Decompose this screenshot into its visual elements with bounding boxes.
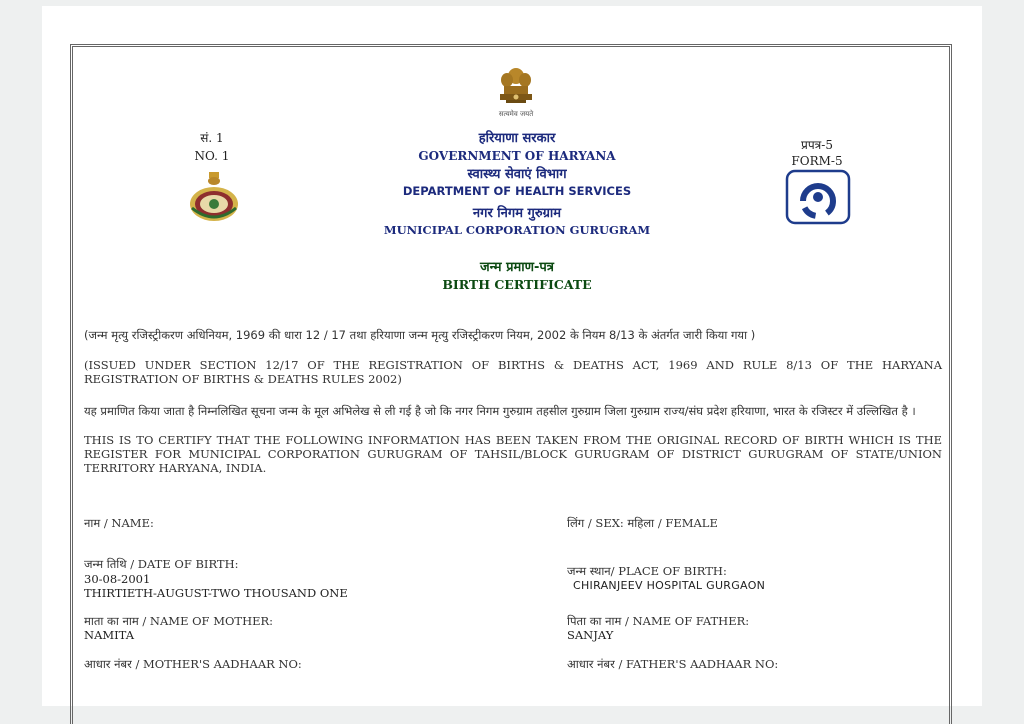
- certificate-page: [42, 6, 982, 706]
- sex-label: लिंग / SEX: महिला / FEMALE: [567, 516, 718, 530]
- lion-capital-icon: [494, 64, 538, 108]
- issued-english: (ISSUED UNDER SECTION 12/17 OF THE REGISTRATION OF BIRTHS & DEATHS ACT, 1969 AND RULE 8/13 OF THE HARYANA REGISTRATION OF BIRTHS & DEATHS RULES 2002): [84, 358, 942, 386]
- mc-hindi: नगर निगम गुरुग्राम: [472, 206, 562, 221]
- right-form-english: FORM-5: [791, 154, 843, 168]
- haryana-emblem-icon: [186, 170, 242, 224]
- registration-logo-icon: [785, 169, 851, 225]
- certify-english: THIS IS TO CERTIFY THAT THE FOLLOWING INFORMATION HAS BEEN TAKEN FROM THE ORIGINAL RECORD OF BIRTH WHICH IS THE REGISTER FOR MUNICIPAL CORPORATION GURUGRAM OF TAHSIL/BLOCK GURUGRAM OF DISTRICT GURUGRAM OF STATE/UNION TERRITORY HARYANA, INDIA.: [84, 433, 942, 475]
- right-form-hindi: प्रपत्र-5: [801, 138, 833, 152]
- mother-aadhaar-label: आधार नंबर / MOTHER'S AADHAAR NO:: [84, 657, 302, 671]
- certificate-title-english: BIRTH CERTIFICATE: [442, 277, 592, 292]
- gov-hindi: हरियाणा सरकार: [478, 131, 556, 146]
- left-number-hindi: सं. 1: [200, 131, 224, 145]
- dob-words: THIRTIETH-AUGUST-TWO THOUSAND ONE: [84, 586, 348, 600]
- father-label: पिता का नाम / NAME OF FATHER:: [567, 614, 750, 628]
- issued-hindi: (जन्म मृत्यु रजिस्ट्रीकरण अधिनियम, 1969 की धारा 12 / 17 तथा हरियाणा जन्म मृत्यु रजिस्ट्रीकरण नियम, 2002 के नियम 8/13 के अंतर्गत जारी किया गया ): [84, 328, 756, 342]
- pob-value: CHIRANJEEV HOSPITAL GURGAON: [573, 579, 766, 592]
- certify-hindi: यह प्रमाणित किया जाता है निम्नलिखित सूचना जन्म के मूल अभिलेख से ली गई है जो कि नगर निगम गुरुग्राम तहसील गुरुग्राम जिला गुरुग्राम राज्य/संघ प्रदेश हरियाणा, भारत के रजिस्टर में उल्लिखित है ।: [84, 404, 916, 418]
- left-number-english: NO. 1: [194, 149, 230, 163]
- father-value: SANJAY: [567, 628, 614, 642]
- dept-hindi: स्वास्थ्य सेवाएं विभाग: [467, 167, 567, 182]
- dob-label: जन्म तिथि / DATE OF BIRTH:: [84, 557, 239, 571]
- father-aadhaar-label: आधार नंबर / FATHER'S AADHAAR NO:: [567, 657, 779, 671]
- dob-value: 30-08-2001: [84, 572, 151, 586]
- mc-english: MUNICIPAL CORPORATION GURUGRAM: [383, 223, 651, 237]
- mother-value: NAMITA: [84, 628, 135, 642]
- pob-label: जन्म स्थान/ PLACE OF BIRTH:: [567, 564, 727, 578]
- health-logo: [785, 169, 851, 225]
- certificate-title-hindi: जन्म प्रमाण-पत्र: [480, 260, 554, 275]
- haryana-seal: [186, 170, 242, 224]
- national-emblem: [494, 64, 538, 116]
- mother-label: माता का नाम / NAME OF MOTHER:: [84, 614, 274, 628]
- name-label: नाम / NAME:: [84, 516, 154, 530]
- gov-english: GOVERNMENT OF HARYANA: [418, 149, 616, 163]
- emblem-caption: सत्यमेव जयते: [498, 110, 534, 118]
- dept-english: DEPARTMENT OF HEALTH SERVICES: [402, 184, 632, 198]
